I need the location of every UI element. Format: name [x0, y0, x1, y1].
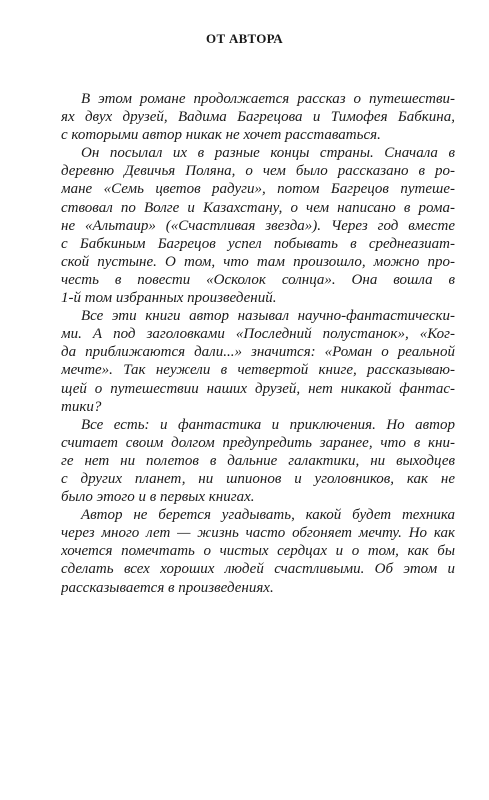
body-text: [61, 90, 455, 597]
paragraph-5-line-2: через много лет — жизнь часто обгоняет мечту. Но как: [61, 525, 455, 542]
paragraph-2-line-7: ской пустыне. О том, что там произошло, можно про-: [61, 253, 455, 270]
paragraph-2-line-9: 1-й том избранных произведений.: [61, 290, 277, 307]
paragraph-3-line-6: тики?: [61, 398, 102, 415]
paragraph-2-line-5: не «Альтаир» («Счастливая звезда»). Через год вместе: [61, 217, 455, 234]
paragraph-1-line-2: ях двух друзей, Вадима Багрецова и Тимофея Бабкина,: [61, 109, 455, 126]
paragraph-5-line-5: рассказывается в произведениях.: [61, 579, 274, 596]
paragraph-1-line-3: с которыми автор никак не хочет расставаться.: [61, 127, 381, 144]
paragraph-4-line-4: с других планет, ни шпионов и уголовников, как не: [61, 470, 455, 487]
paragraph-2-line-6: с Бабкиным Багрецов успел побывать в среднеазиат-: [61, 235, 455, 252]
paragraph-3-line-1: Все эти книги автор называл научно-фантастически-: [81, 308, 455, 325]
paragraph-3-line-2: ми. А под заголовками «Последний полустанок», «Ког-: [61, 326, 455, 343]
paragraph-2-line-1: Он посылал их в разные концы страны. Сначала в: [81, 145, 455, 162]
paragraph-2-line-2: деревню Девичья Поляна, о чем было рассказано в ро-: [61, 163, 455, 180]
paragraph-2-line-8: честь в повести «Осколок солнца». Она вошла в: [61, 271, 455, 288]
paragraph-3-line-4: мечте». Так неужели в четвертой книге, рассказываю-: [61, 362, 455, 379]
paragraph-2-line-4: ствовал по Волге и Казахстану, о чем написано в рома-: [61, 199, 455, 216]
paragraph-5-line-1: Автор не берется угадывать, какой будет техника: [81, 507, 455, 524]
paragraph-5-line-4: сделать всех хороших людей счастливыми. Об этом и: [61, 561, 455, 578]
paragraph-2-line-3: мане «Семь цветов радуги», потом Багрецов путеше-: [61, 181, 455, 198]
paragraph-4-line-2: считает своим долгом предупредить заранее, что в кни-: [61, 434, 455, 451]
paragraph-4-line-1: Все есть: и фантастика и приключения. Но автор: [81, 416, 455, 433]
page-title: ОТ АВТОРА: [206, 31, 283, 46]
paragraph-3-line-3: да приближаются дали...» значится: «Роман о реальной: [61, 344, 455, 361]
paragraph-1-line-1: В этом романе продолжается рассказ о путешестви-: [81, 91, 455, 107]
paragraph-5-line-3: хочется помечтать о чистых сердцах и о том, как бы: [61, 543, 455, 560]
paragraph-3-line-5: щей о путешествии наших друзей, нет никакой фантас-: [61, 380, 455, 397]
paragraph-4-line-5: было этого и в первых книгах.: [61, 489, 255, 506]
paragraph-4-line-3: ге нет ни полетов в дальние галактики, ни выходцев: [61, 452, 455, 469]
